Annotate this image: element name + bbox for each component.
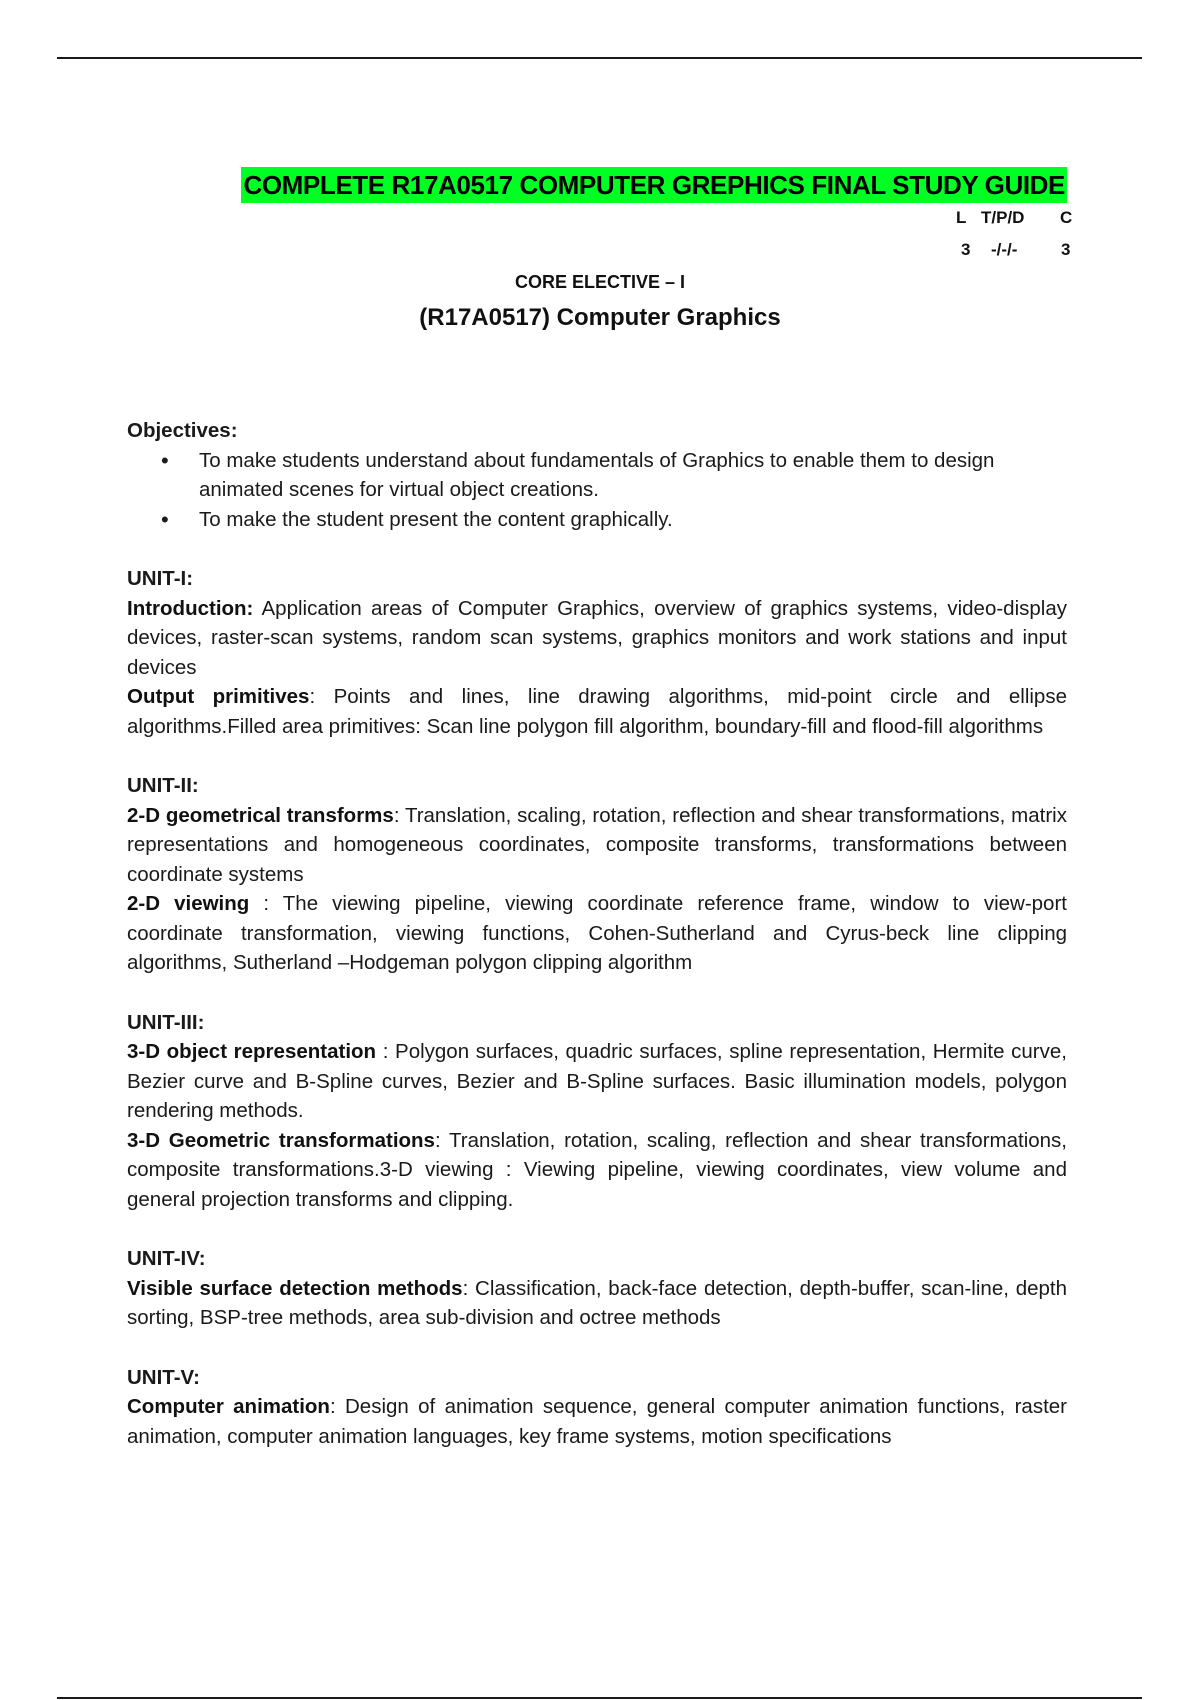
credits-header-c: C [1060, 208, 1073, 227]
top-rule [57, 57, 1142, 59]
unit-paragraph [127, 1274, 1067, 1333]
topic-text: : The viewing pipeline, viewing coordinate reference frame, window to view-port coordinate transformation, viewing functions, Cohen-Sutherland and Cyrus-beck line clipping algorithms, Sutherland –Hodgeman polygon clipping algorithm [127, 892, 1067, 974]
topic-term: Computer animation [127, 1395, 330, 1418]
unit-paragraph [127, 1126, 1067, 1215]
title-wrap [127, 167, 1067, 203]
objectives-list [127, 446, 1067, 535]
credits-value-l: 3 [961, 240, 971, 259]
topic-term: 3-D Geometric transformations [127, 1128, 435, 1152]
topic-term: Introduction: [127, 596, 254, 620]
bottom-rule [57, 1697, 1142, 1699]
unit-5 [127, 1363, 1067, 1452]
topic-text: : Design of animation sequence, general computer animation functions, raster animation, computer animation languages, key frame systems, motion specifications [127, 1395, 1067, 1448]
unit-heading: UNIT-IV: [127, 1247, 206, 1270]
topic-term: 2-D viewing [127, 892, 250, 915]
unit-paragraph [127, 682, 1067, 741]
unit-1 [127, 564, 1067, 741]
credits-value-tpd: -/-/- [991, 240, 1018, 259]
objective-item: • To make the student present the content graphically. [199, 505, 1067, 535]
topic-term: 3-D object representation [127, 1040, 377, 1063]
topic-text: : Translation, rotation, scaling, reflection and shear transformations, composite transformations.3-D viewing : Viewing pipeline, viewing coordinates, view volume and general projection transforms and clipping. [127, 1128, 1068, 1211]
core-elective-label: CORE ELECTIVE – I [514, 272, 686, 292]
topic-text: : Points and lines, line drawing algorithms, mid-point circle and ellipse algorithms.Filled area primitives: Scan line polygon fill algorithm, boundary-fill and flood-fill algorithms [127, 685, 1067, 738]
unit-4 [127, 1244, 1067, 1333]
credits-value-c: 3 [1061, 240, 1071, 259]
topic-text: Application areas of Computer Graphics, overview of graphics systems, video-display devices, raster-scan systems, random scan systems, graphics monitors and work stations and input devices [127, 596, 1067, 679]
course-title: (R17A0517) Computer Graphics [419, 304, 781, 331]
credits-header-tpd: T/P/D [981, 208, 1025, 227]
topic-text: : Polygon surfaces, quadric surfaces, spline representation, Hermite curve, Bezier curve and B-Spline curves, Bezier and B-Spline surfaces. Basic illumination models, polygon rendering methods. [127, 1040, 1067, 1122]
unit-3 [127, 1008, 1067, 1215]
unit-2 [127, 771, 1067, 978]
unit-heading: UNIT-II: [127, 774, 199, 797]
syllabus-content [127, 416, 1067, 1451]
topic-text: : Translation, scaling, rotation, reflection and shear transformations, matrix representations and homogeneous coordinates, composite transforms, transformations between coordinate systems [127, 803, 1067, 886]
unit-heading: UNIT-V: [127, 1365, 200, 1389]
topic-term: 2-D geometrical transforms [127, 803, 394, 827]
unit-paragraph [127, 594, 1067, 683]
credits-header-l: L [956, 208, 967, 227]
objective-item: • To make students understand about fundamentals of Graphics to enable them to design animated scenes for virtual object creations. [199, 446, 1067, 505]
unit-heading: UNIT-III: [127, 1010, 205, 1034]
topic-term: Output primitives [127, 685, 310, 708]
unit-paragraph [127, 1392, 1067, 1451]
document-title: COMPLETE R17A0517 COMPUTER GREPHICS FINAL STUDY GUIDE [241, 167, 1067, 203]
topic-term: Visible surface detection methods [127, 1276, 463, 1300]
topic-text: : Classification, back-face detection, depth-buffer, scan-line, depth sorting, BSP-tree methods, area sub-division and octree methods [127, 1276, 1067, 1329]
unit-paragraph [127, 889, 1067, 978]
unit-paragraph [127, 1037, 1067, 1126]
objectives-heading: Objectives: [127, 419, 238, 442]
unit-paragraph [127, 801, 1067, 890]
unit-heading: UNIT-I: [127, 567, 194, 590]
